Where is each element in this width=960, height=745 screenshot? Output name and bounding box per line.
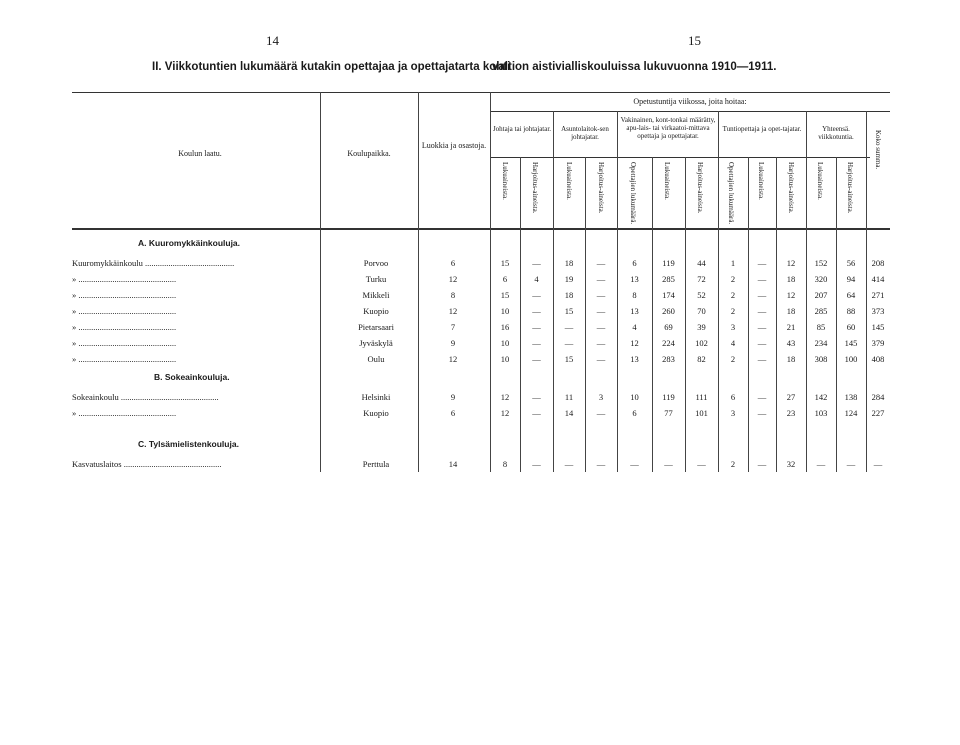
class-count: 6 — [450, 408, 456, 418]
table-cell: 69 — [664, 322, 673, 332]
school-name: Kuuromykkäinkoulu .......................................... — [72, 258, 235, 268]
table-cell: 224 — [662, 338, 675, 348]
table-cell: 142 — [814, 392, 828, 402]
class-count: 9 — [450, 392, 456, 402]
table-cell: — — [532, 392, 541, 402]
table-cell: 77 — [664, 408, 673, 418]
table-cell: — — [532, 338, 541, 348]
table-cell: 119 — [662, 258, 675, 268]
school-name: » .............................................. — [72, 290, 177, 300]
table-cell: — — [757, 274, 767, 284]
school-place: Mikkeli — [362, 290, 390, 300]
table-cell: 260 — [662, 306, 675, 316]
super-header-rule — [490, 111, 890, 112]
school-place: Pietarsaari — [358, 322, 394, 332]
table-row — [0, 459, 960, 475]
table-cell: — — [532, 354, 541, 364]
subcol-header: Lukuaineista. — [663, 162, 671, 200]
subcol-header: Harjoitus-aineista. — [787, 162, 795, 214]
table-cell: — — [532, 459, 541, 469]
table-cell: 320 — [814, 274, 828, 284]
table-cell: 3 — [598, 392, 604, 402]
table-cell: 208 — [871, 258, 885, 268]
table-cell: — — [564, 459, 574, 469]
table-cell: — — [596, 290, 606, 300]
table-cell: 13 — [630, 306, 639, 316]
table-cell: 94 — [846, 274, 856, 284]
school-place: Kuopio — [363, 408, 389, 418]
table-cell: — — [596, 354, 606, 364]
table-cell: 1 — [730, 258, 736, 268]
table-cell: — — [846, 459, 856, 469]
subcol-header: Harjoitus-aineista. — [696, 162, 704, 214]
table-cell: 2 — [730, 290, 736, 300]
table-cell: — — [596, 322, 606, 332]
table-row — [0, 408, 960, 424]
class-count: 6 — [450, 258, 456, 268]
header-luokkia: Luokkia ja osastoja. — [421, 141, 487, 150]
school-name: Kasvatuslaitos .............................................. — [72, 459, 222, 469]
table-cell: 152 — [814, 258, 828, 268]
table-cell: — — [532, 322, 541, 332]
group-yhteensa: Yhteensä. viikkotuntia. — [818, 125, 854, 141]
table-cell: — — [630, 459, 639, 469]
table-cell: 19 — [564, 274, 574, 284]
table-cell: 39 — [697, 322, 706, 332]
school-name: » .............................................. — [72, 322, 177, 332]
page-number-right: 15 — [688, 33, 701, 48]
table-cell: 32 — [786, 459, 796, 469]
table-cell: 408 — [871, 354, 885, 364]
group-asuntolaitos: Asuntolaitok-sen johtajatar. — [561, 125, 609, 141]
table-cell: — — [596, 258, 606, 268]
table-cell: — — [532, 290, 541, 300]
table-cell: 4 — [730, 338, 736, 348]
table-cell: 18 — [564, 258, 574, 268]
school-name: » .............................................. — [72, 306, 177, 316]
table-cell: 6 — [502, 274, 508, 284]
subcol-header: Harjoitus-aineista. — [531, 162, 539, 214]
section-title: C. Tylsämielistenkouluja. — [138, 439, 239, 449]
page-title-right: valtion aistivialliskouluissa lukuvuonna 1910—1911. — [492, 61, 777, 73]
table-cell: 379 — [871, 338, 885, 348]
table-cell: 56 — [846, 258, 856, 268]
school-place: Helsinki — [361, 392, 391, 402]
table-cell: — — [757, 338, 767, 348]
table-cell: 15 — [500, 290, 510, 300]
header-koulupaikka: Koulupaikka. — [347, 149, 391, 158]
table-cell: — — [757, 290, 767, 300]
table-cell: — — [697, 459, 706, 469]
table-cell: 14 — [564, 408, 574, 418]
table-cell: — — [596, 306, 606, 316]
header-bottom-rule — [72, 228, 890, 230]
subcol-header: Opettajien lukumäärä. — [629, 162, 637, 225]
table-row — [0, 392, 960, 408]
table-cell: 15 — [564, 354, 574, 364]
table-cell: 4 — [632, 322, 637, 332]
super-header: Opetustuntija viikossa, joita hoitaa: — [633, 97, 747, 106]
table-cell: 23 — [786, 408, 796, 418]
table-row — [0, 338, 960, 354]
table-cell: 101 — [695, 408, 708, 418]
table-cell: 60 — [846, 322, 856, 332]
header-koulun-laatu: Koulun laatu. — [178, 149, 222, 158]
school-place: Turku — [365, 274, 387, 284]
table-cell: 43 — [786, 338, 796, 348]
table-cell: — — [564, 338, 574, 348]
school-place: Jyväskylä — [359, 338, 393, 348]
table-row — [0, 306, 960, 322]
table-cell: 15 — [564, 306, 574, 316]
table-cell: — — [873, 459, 883, 469]
table-cell: — — [564, 322, 574, 332]
table-cell: — — [532, 258, 541, 268]
table-cell: 11 — [564, 392, 574, 402]
subcol-header: Lukuaineista. — [757, 162, 765, 200]
header-koko-summa: Koko summa. — [874, 130, 882, 170]
table-cell: 283 — [662, 354, 675, 364]
table-cell: 227 — [871, 408, 885, 418]
table-cell: 44 — [697, 258, 706, 268]
table-cell: 10 — [630, 392, 639, 402]
table-cell: 271 — [871, 290, 885, 300]
table-cell: 124 — [844, 408, 858, 418]
table-cell: 10 — [500, 306, 510, 316]
group-tuntiopettaja: Tuntiopettaja ja opet-tajatar. — [722, 125, 802, 133]
school-place: Perttula — [362, 459, 390, 469]
table-cell: 12 — [630, 338, 639, 348]
table-cell: 100 — [844, 354, 858, 364]
school-place: Oulu — [367, 354, 385, 364]
table-cell: 52 — [697, 290, 706, 300]
table-cell: 2 — [730, 354, 736, 364]
table-cell: 373 — [871, 306, 885, 316]
table-top-rule — [72, 92, 890, 93]
table-cell: — — [532, 408, 541, 418]
class-count: 12 — [448, 274, 458, 284]
table-cell: — — [596, 274, 606, 284]
table-cell: 8 — [502, 459, 508, 469]
table-cell: 174 — [662, 290, 675, 300]
table-cell: 13 — [630, 354, 639, 364]
table-cell: — — [596, 459, 606, 469]
table-cell: — — [532, 306, 541, 316]
table-cell: 138 — [844, 392, 858, 402]
table-cell: — — [757, 408, 767, 418]
table-row — [0, 354, 960, 370]
section-title: B. Sokeainkouluja. — [154, 372, 230, 382]
table-row — [0, 322, 960, 338]
table-cell: 12 — [500, 408, 510, 418]
table-cell: 234 — [814, 338, 828, 348]
table-row — [0, 258, 960, 274]
class-count: 9 — [450, 338, 456, 348]
school-name: » .............................................. — [72, 354, 177, 364]
school-name: » .............................................. — [72, 338, 177, 348]
table-cell: 6 — [632, 408, 637, 418]
table-cell: 4 — [534, 274, 539, 284]
table-cell: 308 — [814, 354, 828, 364]
table-cell: 6 — [730, 392, 736, 402]
table-row — [0, 274, 960, 290]
table-cell: 207 — [814, 290, 828, 300]
table-cell: 18 — [564, 290, 574, 300]
class-count: 12 — [448, 354, 458, 364]
table-cell: 13 — [630, 274, 639, 284]
table-cell: 12 — [500, 392, 510, 402]
table-cell: 16 — [500, 322, 510, 332]
table-cell: 21 — [786, 322, 796, 332]
class-count: 12 — [448, 306, 458, 316]
section-title: A. Kuuromykkäinkouluja. — [138, 238, 241, 248]
table-cell: 8 — [632, 290, 637, 300]
group-header-rule — [490, 157, 870, 158]
table-cell: 12 — [786, 258, 796, 268]
table-cell: 145 — [844, 338, 858, 348]
table-cell: 119 — [662, 392, 675, 402]
table-cell: 70 — [697, 306, 706, 316]
table-cell: 88 — [846, 306, 856, 316]
table-row — [0, 290, 960, 306]
table-cell: — — [664, 459, 673, 469]
table-cell: 285 — [662, 274, 675, 284]
table-cell: 18 — [786, 306, 796, 316]
table-cell: — — [757, 258, 767, 268]
page-number-left: 14 — [266, 33, 279, 48]
table-cell: 27 — [786, 392, 796, 402]
group-johtaja: Johtaja tai johtajatar. — [492, 125, 552, 133]
school-name: » .............................................. — [72, 408, 177, 418]
subcol-header: Harjoitus-aineista. — [846, 162, 854, 214]
table-cell: 10 — [500, 354, 510, 364]
table-cell: 2 — [730, 274, 736, 284]
table-cell: 64 — [846, 290, 856, 300]
table-cell: 2 — [730, 459, 736, 469]
table-cell: 72 — [697, 274, 706, 284]
table-cell: 111 — [695, 392, 708, 402]
table-cell: 284 — [871, 392, 885, 402]
subcol-header: Lukuaineista. — [565, 162, 573, 200]
table-cell: — — [596, 338, 606, 348]
class-count: 7 — [450, 322, 456, 332]
table-cell: — — [757, 322, 767, 332]
school-name: Sokeainkoulu .............................................. — [72, 392, 219, 402]
subcol-header: Opettajien lukumäärä. — [727, 162, 735, 225]
table-cell: 18 — [786, 274, 796, 284]
table-cell: 102 — [695, 338, 708, 348]
class-count: 14 — [448, 459, 458, 469]
subcol-header: Lukuaineista. — [501, 162, 509, 200]
table-cell: 285 — [814, 306, 828, 316]
school-place: Kuopio — [363, 306, 389, 316]
table-cell: — — [757, 459, 767, 469]
table-cell: — — [757, 354, 767, 364]
class-count: 8 — [450, 290, 456, 300]
group-vakinainen: Vakinainen, kont-tonkai määrätty, apu-lais- tai virkaatoi-mittava opettaja ja opettajatar. — [620, 116, 716, 140]
table-cell: 15 — [500, 258, 510, 268]
page-title-left: II. Viikkotuntien lukumäärä kutakin opettajaa ja opettajatarta kohti — [152, 61, 511, 73]
table-cell: 3 — [730, 408, 736, 418]
table-cell: — — [757, 306, 767, 316]
table-cell: 10 — [500, 338, 510, 348]
subcol-header: Lukuaineista. — [816, 162, 824, 200]
table-cell: 6 — [632, 258, 637, 268]
table-cell: — — [596, 408, 606, 418]
school-place: Porvoo — [363, 258, 389, 268]
table-cell: 82 — [697, 354, 706, 364]
table-cell: 85 — [816, 322, 826, 332]
table-cell: 414 — [871, 274, 885, 284]
table-cell: — — [757, 392, 767, 402]
table-cell: 145 — [871, 322, 885, 332]
subcol-header: Harjoitus-aineista. — [597, 162, 605, 214]
table-cell: 103 — [814, 408, 828, 418]
table-cell: 18 — [786, 354, 796, 364]
table-cell: 12 — [786, 290, 796, 300]
table-cell: 2 — [730, 306, 736, 316]
table-cell: — — [816, 459, 826, 469]
table-cell: 3 — [730, 322, 736, 332]
school-name: » .............................................. — [72, 274, 177, 284]
